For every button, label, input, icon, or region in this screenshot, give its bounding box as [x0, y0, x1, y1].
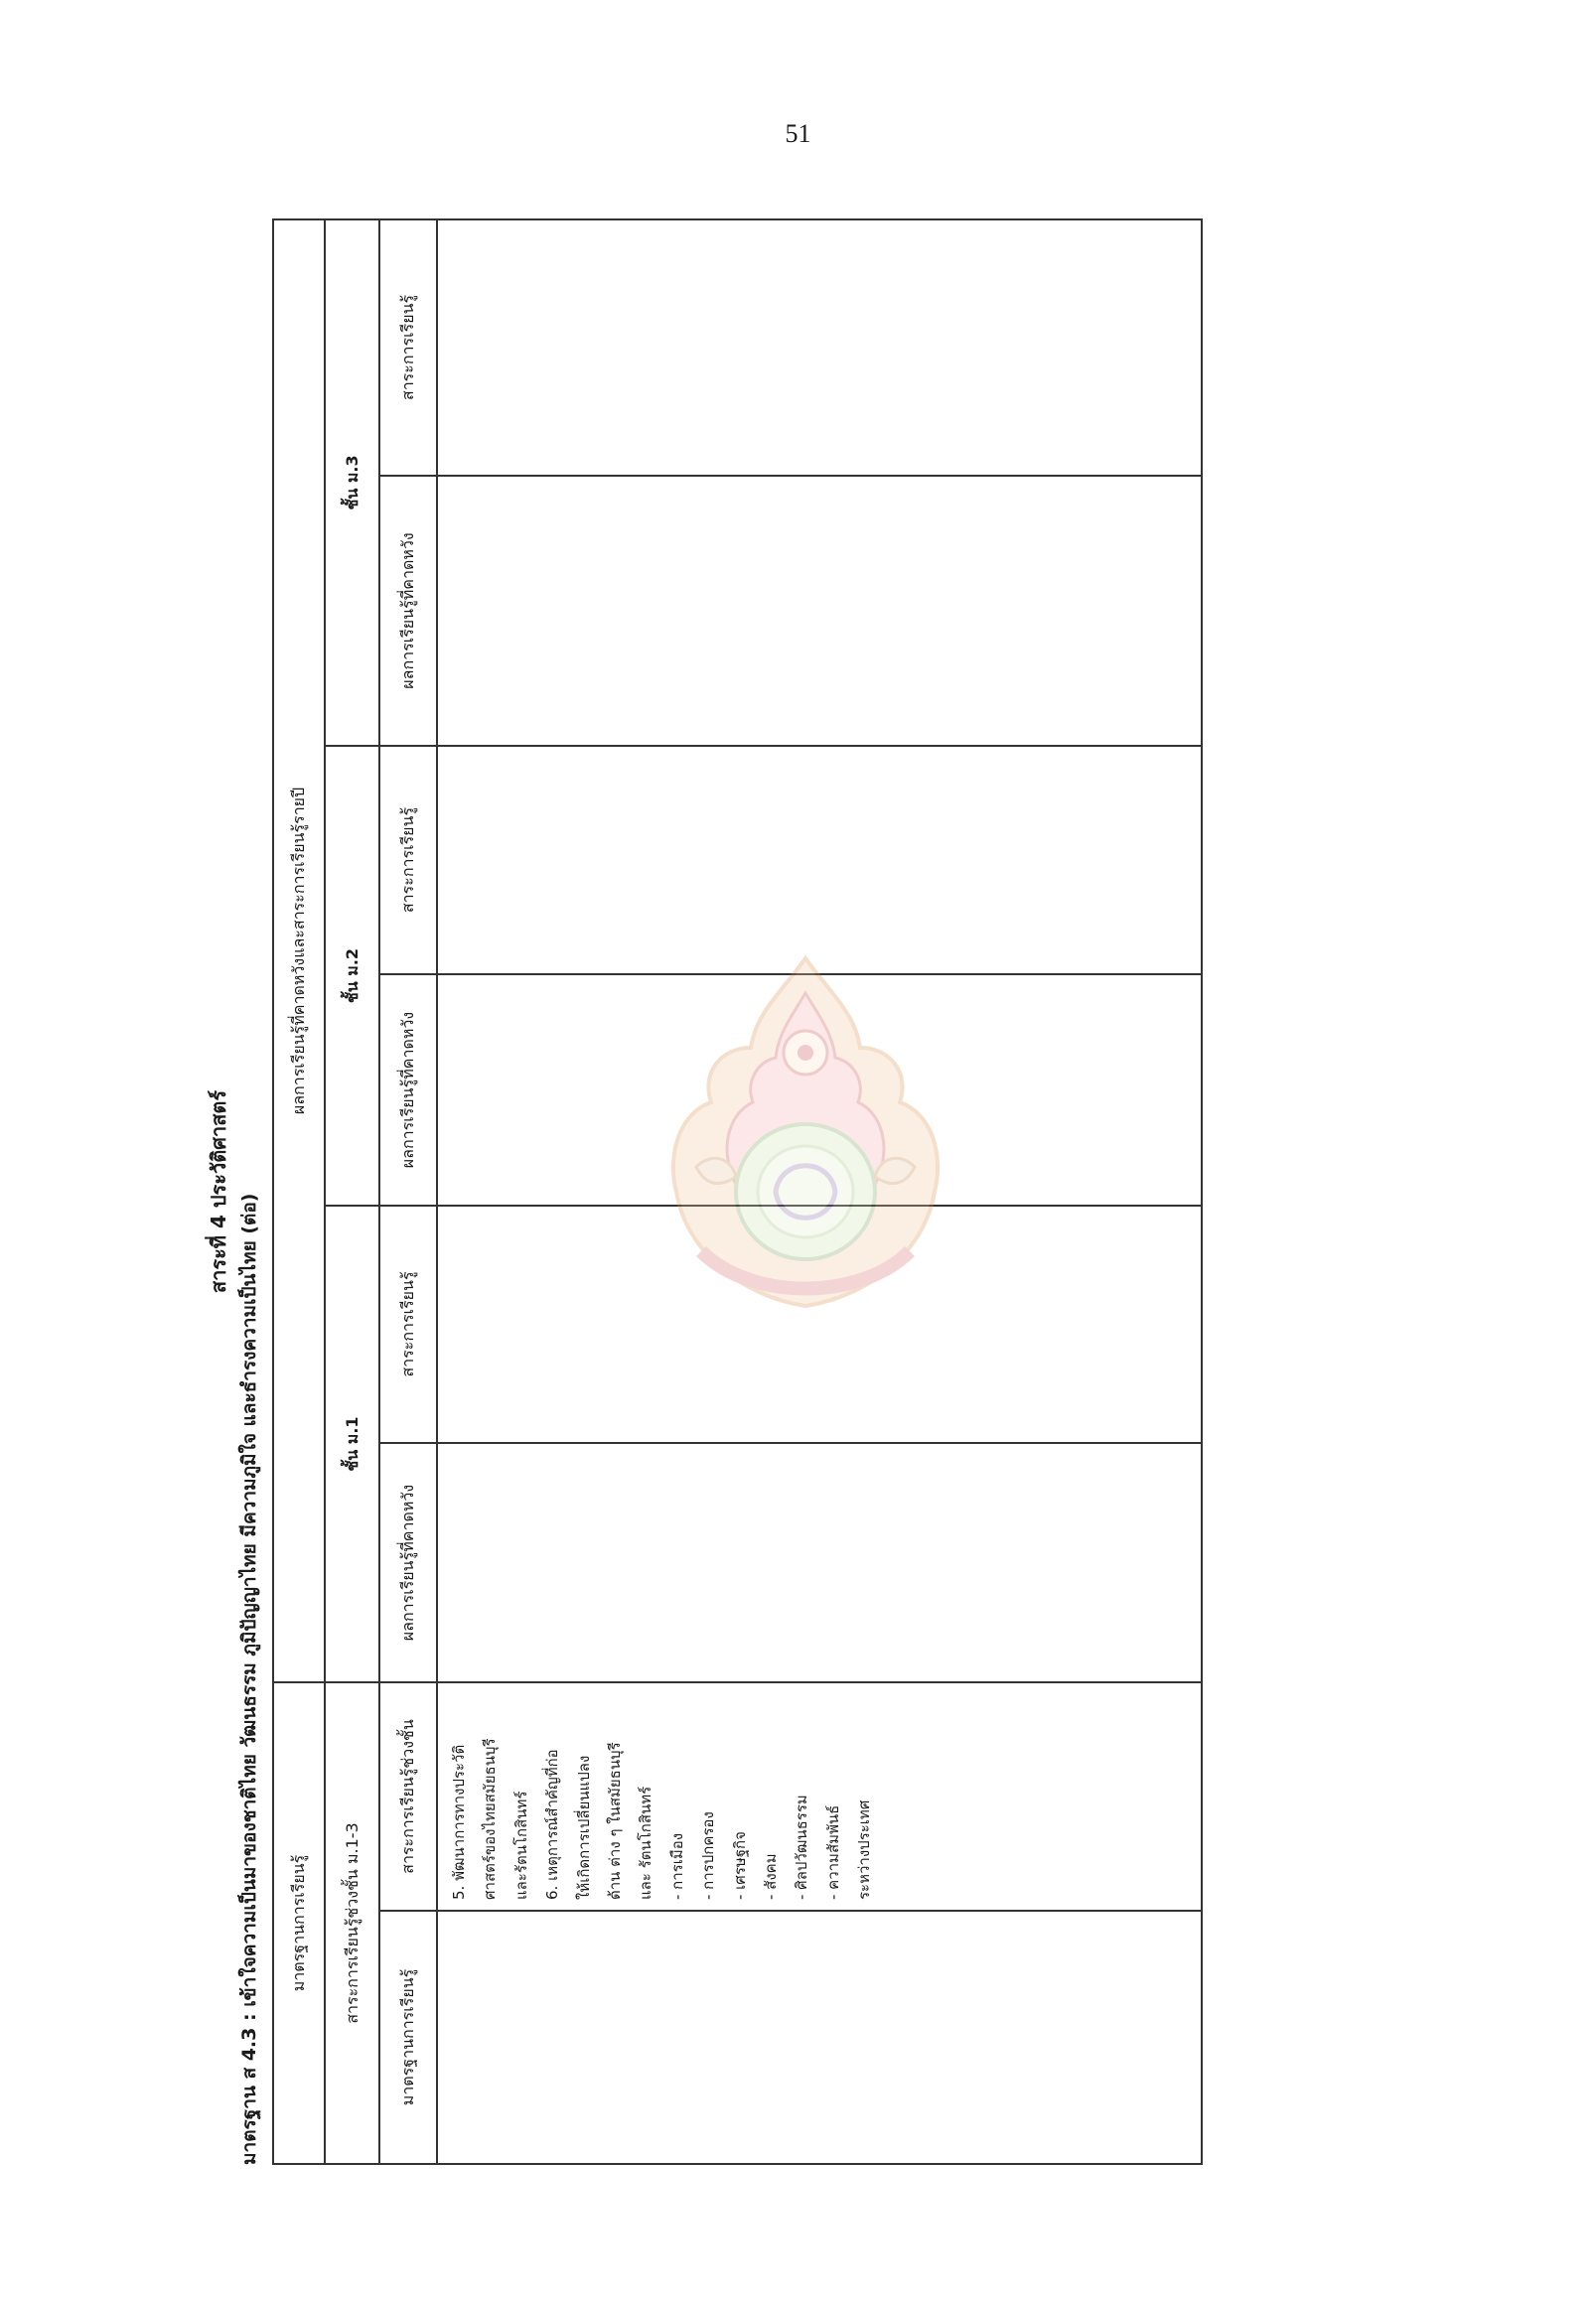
content-line: - การปกครอง	[699, 1811, 718, 1900]
col-content-m3-header: สาระการเรียนรู้	[379, 219, 437, 476]
strand-title: สาระที่ 4 ประวัติศาสตร์	[207, 1089, 230, 1294]
content-line: และ รัตนโกสินทร์	[637, 1786, 655, 1900]
content-line: - ความสัมพันธ์	[823, 1804, 842, 1900]
content-line: 5. พัฒนาการทางประวัติ	[450, 1744, 468, 1900]
group-expected-header: ผลการเรียนรู้ที่คาดหวังและสาระการเรียนรู้รายปี	[273, 219, 325, 1682]
content-range-cell	[437, 1682, 1202, 1911]
content-line: - ศิลปวัฒนธรรม	[793, 1795, 811, 1900]
content-m3-cell	[437, 219, 1202, 476]
content-list	[438, 1683, 881, 1910]
expected-m3-cell	[437, 476, 1202, 746]
col-content-m2-header: สาระการเรียนรู้	[379, 746, 437, 974]
heading-block	[205, 218, 272, 2165]
content-line: ด้าน ต่าง ๆ ในสมัยธนบุรี	[606, 1742, 625, 1900]
col-expected-m3-header: ผลการเรียนรู้ที่คาดหวัง	[379, 476, 437, 746]
grade-header-m2: ชั้น ม.2	[325, 746, 379, 1206]
header-row-1	[273, 219, 325, 2164]
group-standard-header: มาตรฐานการเรียนรู้	[273, 1682, 325, 2164]
page-number: 51	[785, 119, 811, 148]
col-expected-m2-header: ผลการเรียนรู้ที่คาดหวัง	[379, 974, 437, 1206]
content-m2-cell	[437, 746, 1202, 974]
col-standard-header: มาตรฐานการเรียนรู้	[379, 1911, 437, 2164]
standard-cell	[437, 1911, 1202, 2164]
obec-emblem-icon	[661, 953, 949, 1311]
group-content-range-header: สาระการเรียนรู้ช่วงชั้น ม.1-3	[325, 1682, 379, 2164]
grade-header-m1: ชั้น ม.1	[325, 1206, 379, 1682]
col-expected-m1-header: ผลการเรียนรู้ที่คาดหวัง	[379, 1443, 437, 1682]
content-line: - เศรษฐกิจ	[730, 1831, 749, 1900]
standard-statement: มาตรฐาน ส 4.3 : เข้าใจความเป็นมาของชาติไทย วัฒนธรรม ภูมิปัญญาไทย มีความภูมิใจ และธำรงความเป็นไทย (ต่อ)	[238, 1193, 260, 2165]
content-line: 6. เหตุการณ์สำคัญที่ก่อ	[543, 1749, 562, 1900]
content-line: - สังคม	[762, 1853, 781, 1900]
content-line: ศาสตร์ของไทยสมัยธนบุรี	[481, 1738, 500, 1900]
grade-header-m3: ชั้น ม.3	[325, 219, 379, 746]
content-line: ให้เกิดการเปลี่ยนแปลง	[574, 1755, 593, 1900]
content-line: และรัตนโกสินทร์	[511, 1791, 530, 1900]
col-content-range-header: สาระการเรียนรู้ช่วงชั้น	[379, 1682, 437, 1911]
content-line: - การเมือง	[667, 1832, 686, 1900]
content-line: ระหว่างประเทศ	[855, 1799, 874, 1900]
expected-m1-cell	[437, 1443, 1202, 1682]
col-content-m1-header: สาระการเรียนรู้	[379, 1206, 437, 1443]
header-row-2	[325, 219, 379, 2164]
header-row-3	[379, 219, 437, 2164]
